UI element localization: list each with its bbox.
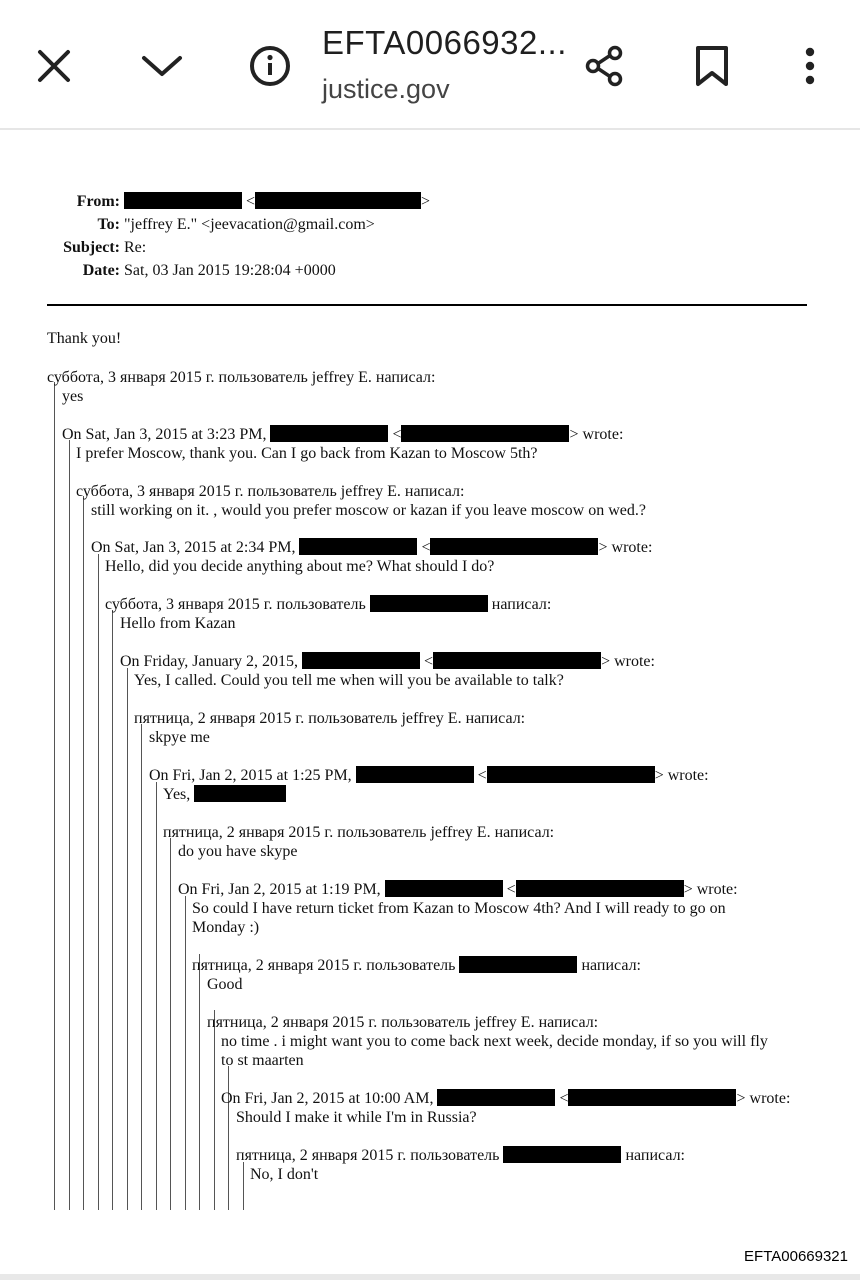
message-text: do you have skype: [178, 843, 298, 860]
quote-bar: [214, 1010, 215, 1210]
redaction: [433, 652, 601, 669]
bottom-edge: [0, 1274, 860, 1280]
message-text: Should I make it while I'm in Russia?: [236, 1109, 477, 1126]
to-label: To:: [97, 216, 120, 233]
more-vert-icon[interactable]: [780, 36, 840, 96]
redaction: [401, 425, 569, 442]
subject-value: Re:: [124, 239, 147, 256]
message-text: Hello, did you decide anything about me? What should I do?: [105, 558, 495, 575]
quote-bar: [69, 440, 70, 1210]
message-text: Hello from Kazan: [120, 615, 236, 632]
redaction: [385, 880, 503, 897]
quote-bar: [83, 496, 84, 1210]
message-text: skpye me: [149, 729, 210, 746]
redaction: [194, 785, 286, 802]
redaction: [459, 956, 577, 973]
message-text: no time . i might want you to come back next week, decide monday, if so you will fly: [221, 1033, 768, 1050]
quote-bar: [127, 668, 128, 1210]
quote-bar: [228, 1066, 229, 1210]
bookmark-icon[interactable]: [682, 36, 742, 96]
browser-top-bar: [0, 0, 860, 130]
date-label: Date:: [82, 262, 120, 279]
message-text: So could I have return ticket from Kazan to Moscow 4th? And I will ready to go on: [192, 900, 726, 917]
quote-attribution: пятница, 2 января 2015 г. пользователь jeffrey E. написал:: [207, 1014, 599, 1031]
redaction: [503, 1146, 621, 1163]
message-text: yes: [62, 388, 84, 405]
close-icon[interactable]: [24, 36, 84, 96]
message-text: Yes,: [163, 785, 286, 804]
redaction: [356, 766, 474, 783]
info-icon[interactable]: [240, 36, 300, 96]
quote-bar: [170, 838, 171, 1210]
quote-bar: [243, 1162, 244, 1210]
message-text: still working on it. , would you prefer moscow or kazan if you leave moscow on wed.?: [91, 502, 646, 519]
redaction: [255, 192, 421, 209]
quote-attribution: On Friday, January 2, 2015, < > wrote:: [120, 653, 655, 670]
page-domain: justice.gov: [322, 74, 450, 104]
subject-label: Subject:: [63, 239, 120, 256]
redaction: [299, 538, 417, 555]
message-text: Good: [207, 976, 243, 993]
redaction: [270, 425, 388, 442]
quote-bar: [199, 954, 200, 1210]
subject-row: [8, 239, 146, 257]
header-divider: [47, 304, 807, 306]
redaction: [124, 192, 242, 209]
chevron-down-icon[interactable]: [132, 36, 192, 96]
date-row: [8, 262, 336, 280]
redaction: [370, 595, 488, 612]
quote-bar: [141, 724, 142, 1210]
quote-attribution: On Fri, Jan 2, 2015 at 1:25 PM, < > wrote:: [149, 767, 709, 784]
document-page: [0, 130, 860, 1238]
message-text: I prefer Moscow, thank you. Can I go back from Kazan to Moscow 5th?: [76, 445, 538, 462]
quote-attribution: On Sat, Jan 3, 2015 at 2:34 PM, < > wrote:: [91, 539, 653, 556]
share-icon[interactable]: [574, 36, 634, 96]
message-text: Thank you!: [47, 330, 122, 347]
quote-bar: [112, 610, 113, 1210]
message-text: Monday :): [192, 919, 260, 936]
redaction: [568, 1089, 736, 1106]
quote-attribution: суббота, 3 января 2015 г. пользователь jeffrey E. написал:: [76, 483, 465, 500]
quote-bar: [185, 896, 186, 1210]
quote-attribution: пятница, 2 января 2015 г. пользователь jeffrey E. написал:: [163, 824, 555, 841]
date-value: Sat, 03 Jan 2015 19:28:04 +0000: [124, 262, 336, 279]
from-label: From:: [76, 193, 120, 210]
message-text: Yes, I called. Could you tell me when will you be available to talk?: [134, 672, 564, 689]
quote-attribution: пятница, 2 января 2015 г. пользователь написал:: [236, 1147, 685, 1164]
quote-attribution: On Sat, Jan 3, 2015 at 3:23 PM, < > wrote:: [62, 426, 624, 443]
message-text: No, I don't: [250, 1166, 319, 1183]
redaction: [430, 538, 598, 555]
redaction: [487, 766, 655, 783]
quote-attribution: On Fri, Jan 2, 2015 at 10:00 AM, < > wrote:: [221, 1090, 791, 1107]
from-row: From: < >: [0, 192, 430, 211]
quote-attribution: On Fri, Jan 2, 2015 at 1:19 PM, < > wrote:: [178, 881, 738, 898]
to-row: [8, 216, 375, 234]
page-title: EFTA0066932...: [322, 24, 567, 61]
redaction: [516, 880, 684, 897]
message-text: to st maarten: [221, 1052, 304, 1069]
quote-attribution: суббота, 3 января 2015 г. пользователь написал:: [105, 596, 552, 613]
quote-bar: [156, 782, 157, 1210]
redaction: [302, 652, 420, 669]
quote-attribution: пятница, 2 января 2015 г. пользователь jeffrey E. написал:: [134, 710, 526, 727]
document-id: EFTA00669321: [744, 1248, 848, 1265]
quote-attribution: суббота, 3 января 2015 г. пользователь jeffrey E. написал:: [47, 369, 436, 386]
quote-attribution: пятница, 2 января 2015 г. пользователь написал:: [192, 957, 641, 974]
redaction: [437, 1089, 555, 1106]
quote-bar: [54, 382, 55, 1210]
quote-bar: [98, 554, 99, 1210]
to-value: "jeffrey E." <jeevacation@gmail.com>: [124, 216, 375, 233]
